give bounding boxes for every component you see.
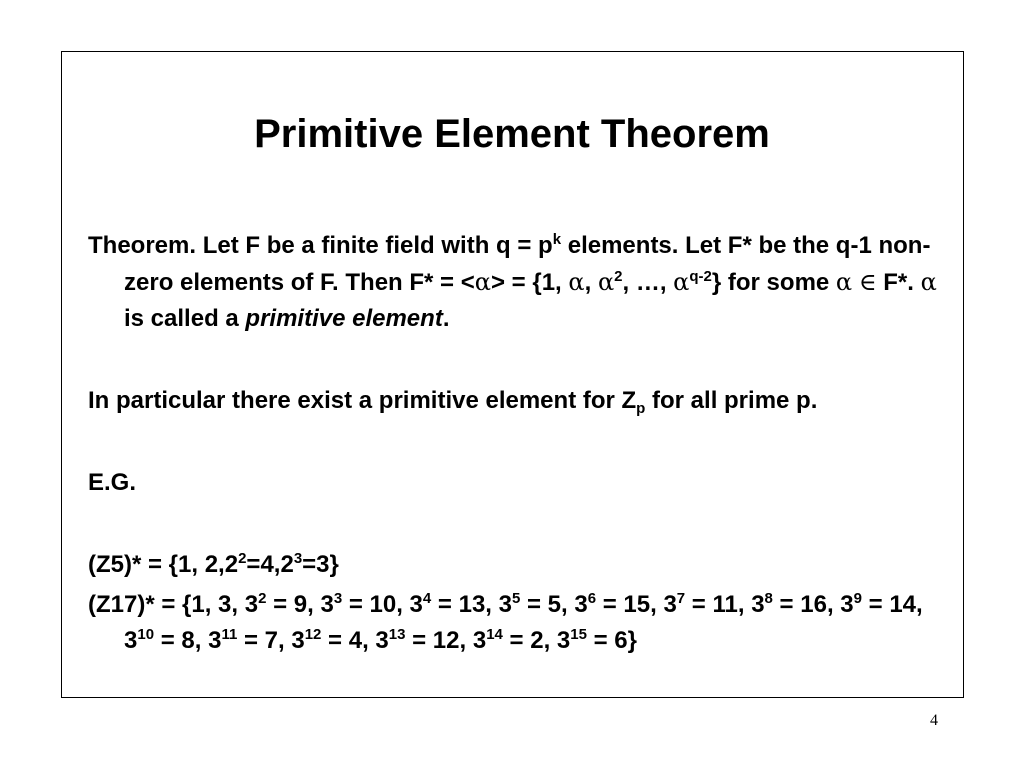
z17-text: = 14, 3 <box>124 591 923 654</box>
alpha-symbol: α <box>568 268 585 296</box>
theorem-text-10: . <box>442 305 450 332</box>
z17-text: = 8, 3 <box>154 627 222 654</box>
alpha-symbol: α <box>474 268 491 296</box>
z17-exp: 11 <box>221 626 238 643</box>
exponent-k: k <box>552 231 562 248</box>
primitive-element-term: primitive element <box>245 305 443 332</box>
alpha-symbol: α <box>597 268 615 296</box>
subscript-p: p <box>636 400 646 417</box>
theorem-paragraph <box>88 228 948 337</box>
spacer <box>88 501 948 547</box>
z17-text: = 7, 3 <box>237 627 305 654</box>
z17-exp: 14 <box>486 626 503 643</box>
theorem-text-5: , …, <box>622 269 674 296</box>
exponent-q-2: q-2 <box>689 268 712 285</box>
alpha-symbol: α <box>920 268 937 296</box>
z5-example <box>88 547 948 583</box>
z17-exp: 3 <box>333 590 343 607</box>
theorem-text-9: is called a <box>124 305 246 332</box>
z17-exp: 15 <box>570 626 587 643</box>
z17-exp: 9 <box>853 590 862 607</box>
z5-exp-2: 3 <box>293 550 303 567</box>
z17-text: = 16, 3 <box>772 591 854 618</box>
theorem-text-6: } for some <box>711 269 836 296</box>
z17-text: = 12, 3 <box>405 627 487 654</box>
particular-text-1: In particular there exist a primitive element for Z <box>88 387 637 414</box>
z17-text: = 9, 3 <box>266 591 334 618</box>
z17-text: = 10, 3 <box>342 591 423 618</box>
alpha-symbol: α <box>673 268 690 296</box>
z17-text: = 5, 3 <box>520 591 588 618</box>
particular-paragraph <box>88 383 948 419</box>
z17-exp: 10 <box>137 626 155 643</box>
slide-body <box>88 228 948 659</box>
z5-text-a: (Z5)* = {1, 2,2 <box>88 551 239 578</box>
z17-exp: 2 <box>258 590 267 607</box>
z17-exp: 7 <box>676 590 686 607</box>
eg-label: E.G. <box>88 469 137 496</box>
theorem-text-2: elements. Let F* be the q-1 non-zero elements of F. Then F* = < <box>124 232 931 296</box>
element-of-symbol: ∈ <box>858 268 877 296</box>
z17-exp: 8 <box>764 590 773 607</box>
z17-exp: 12 <box>304 626 322 643</box>
z17-exp: 4 <box>422 590 432 607</box>
spacer <box>88 337 948 383</box>
z17-example <box>88 587 948 659</box>
z17-exp: 6 <box>587 590 597 607</box>
z5-text-b: =4,2 <box>246 551 294 578</box>
z5-text-c: =3} <box>302 551 339 578</box>
slide-title: Primitive Element Theorem <box>254 112 770 156</box>
z17-text: = 6} <box>586 627 637 654</box>
exponent-2: 2 <box>614 268 623 285</box>
theorem-text-1: Theorem. Let F be a finite field with q = p <box>88 232 553 259</box>
particular-text-2: for all prime p. <box>645 387 818 414</box>
z17-text: = 13, 3 <box>431 591 512 618</box>
z17-exp: 5 <box>511 590 521 607</box>
z17-text: = 2, 3 <box>502 627 571 654</box>
theorem-text-3: > = {1, <box>490 269 569 296</box>
theorem-space <box>852 269 859 296</box>
alpha-symbol: α <box>835 268 853 296</box>
theorem-text-8: F*. <box>876 269 921 296</box>
page-number: 4 <box>930 712 938 729</box>
z5-exp-1: 2 <box>238 550 247 567</box>
z17-exp: 13 <box>388 626 406 643</box>
z17-text: = 11, 3 <box>685 591 765 618</box>
z17-text: = 15, 3 <box>596 591 677 618</box>
z17-text-a: (Z17)* = {1, 3, 3 <box>88 591 259 618</box>
theorem-text-4: , <box>584 269 598 296</box>
z17-text: = 4, 3 <box>321 627 389 654</box>
spacer <box>88 419 948 465</box>
